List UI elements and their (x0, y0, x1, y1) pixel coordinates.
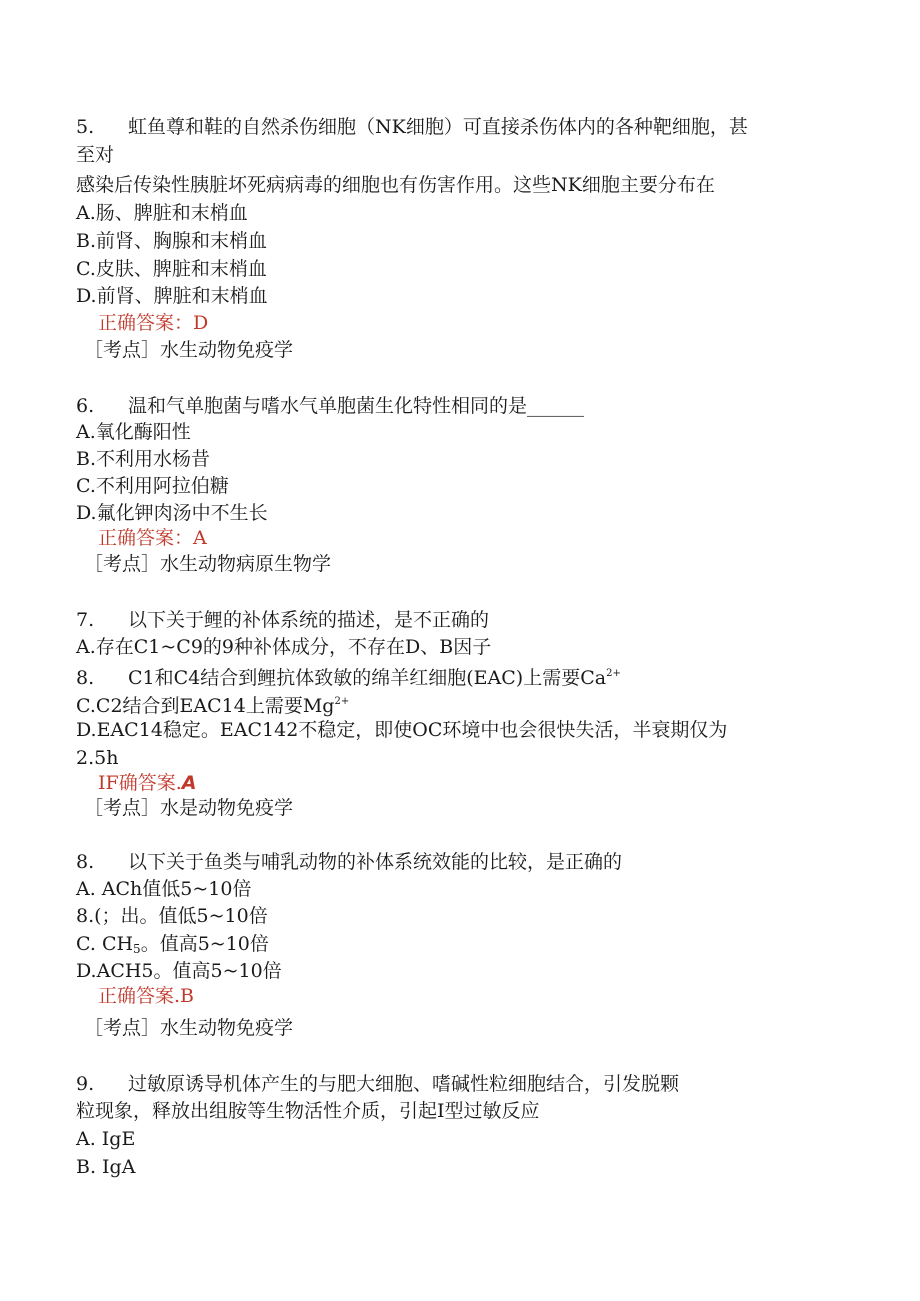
q5-option-c: C.皮肤、脾脏和末梢血 (76, 258, 267, 280)
q5-stem-line3: 感染后传染性胰脏坏死病病毒的细胞也有伤害作用。这些NK细胞主要分布在 (76, 174, 715, 196)
q8-answer: 正确答案.B (98, 985, 195, 1007)
q7-answer-letter: A (181, 772, 197, 794)
q7-option-d-line1: D.EAC14稳定。EAC142不稳定，即使OC环境中也会很快失活，半衰期仅为 (76, 719, 728, 741)
q9-number: 9. (76, 1073, 95, 1095)
q8-knowledge-point: ［考点］水生动物免疫学 (84, 1017, 294, 1039)
q5-number: 5. (76, 116, 95, 138)
q7-option-a: A.存在C1~C9的9种补体成分，不存在D、B因子 (76, 636, 492, 658)
q5-answer: 正确答案：D (98, 312, 209, 334)
q8-option-a: A. ACh值低5~10倍 (76, 878, 252, 900)
q7-option-b-sup: 2+ (606, 668, 621, 679)
q8-option-c-pre: C. CH (76, 933, 134, 955)
q6-number: 6. (76, 395, 95, 417)
q6-stem-text: 温和气单胞菌与嗜水气单胞菌生化特性相同的是______ (128, 395, 585, 417)
q7-number: 7. (76, 609, 95, 631)
q7-answer: IF确答案. (98, 772, 182, 794)
q9-option-b: B. IgA (76, 1156, 136, 1178)
q6-option-c: C.不利用阿拉伯糖 (76, 475, 229, 497)
q7-stem-line1 (76, 608, 489, 632)
q7-stem-text: 以下关于鲤的补体系统的描述，是不正确的 (128, 609, 490, 631)
q7-option-b: C1和C4结合到鲤抗体致敏的绵羊红细胞(EAC)上需要Ca (128, 667, 607, 689)
q9-stem-text: 过敏原诱导机体产生的与肥大细胞、嗜碱性粒细胞结合，引发脱颗 (128, 1073, 680, 1095)
q9-stem-line2: 粒现象，释放出组胺等生物活性介质，引起I型过敏反应 (76, 1100, 540, 1122)
q5-option-a: A.肠、脾脏和末梢血 (76, 202, 248, 224)
q7-option-d-line2: 2.5h (76, 747, 119, 769)
q7-stray-number: 8. (76, 667, 95, 689)
q5-option-b: B.前肾、胸腺和末梢血 (76, 230, 268, 252)
q8-option-c-post: 。值高5~10倍 (140, 933, 269, 955)
q6-option-d: D.氟化钾肉汤中不生长 (76, 502, 268, 524)
q5-stem-line1 (76, 115, 748, 139)
q8-number: 8. (76, 851, 95, 873)
q7-knowledge-point: ［考点］水是动物免疫学 (84, 797, 294, 819)
q8-option-c-sub: 5 (133, 942, 141, 956)
q7-option-c: C.C2结合到EAC14上需要Mg (76, 695, 335, 717)
q8-stem-text: 以下关于鱼类与哺乳动物的补体系统效能的比较，是正确的 (128, 851, 623, 873)
q5-stem-line2: 至对 (76, 144, 115, 166)
q9-stem-line1 (76, 1072, 679, 1096)
q7-option-b-line (76, 662, 621, 690)
q8-option-d: D.ACH5。值高5~10倍 (76, 960, 282, 982)
q7-option-c-sup: 2+ (334, 696, 350, 707)
q6-option-b: B.不利用水杨昔 (76, 448, 211, 470)
q6-option-a: A.氧化酶阳性 (76, 421, 191, 443)
q8-option-b: 8.(；出。值低5~10倍 (76, 905, 268, 927)
q8-option-c-line (76, 932, 269, 961)
q7-answer-line (98, 771, 196, 795)
q6-stem-line1 (76, 394, 584, 418)
q5-knowledge-point: ［考点］水生动物免疫学 (84, 339, 294, 361)
q7-option-c-line (76, 690, 349, 718)
q5-stem-text: 虹鱼尊和鞋的自然杀伤细胞（NK细胞）可直接杀伤体内的各种靶细胞，甚 (128, 116, 748, 138)
q8-stem-line1 (76, 850, 622, 874)
q9-option-a: A. IgE (76, 1128, 136, 1150)
q6-knowledge-point: ［考点］水生动物病原生物学 (84, 553, 332, 575)
q5-option-d: D.前肾、脾脏和末梢血 (76, 285, 268, 307)
q6-answer: 正确答案：A (98, 527, 207, 549)
